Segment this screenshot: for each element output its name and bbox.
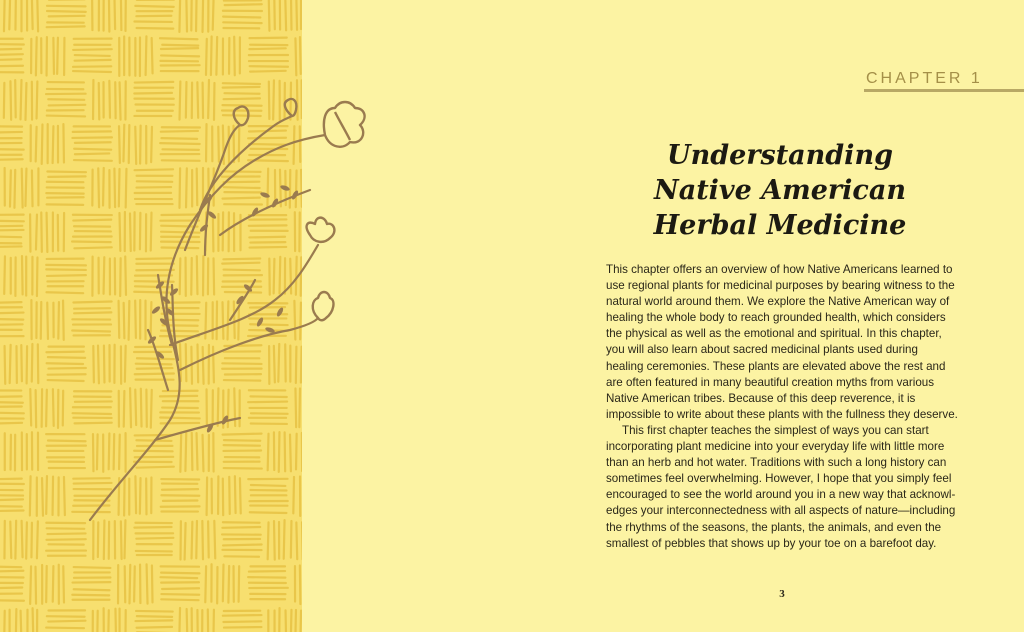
pattern-stroke (0, 246, 22, 247)
pattern-stroke (37, 257, 38, 296)
pattern-stroke (0, 302, 21, 303)
pattern-stroke (4, 83, 5, 118)
pattern-stroke (41, 302, 42, 339)
pattern-stroke (57, 38, 58, 74)
pattern-stroke (25, 83, 26, 120)
lower-branch (155, 418, 240, 440)
pattern-stroke (53, 38, 54, 74)
pattern-stroke (0, 588, 22, 589)
pattern-stroke (14, 170, 15, 208)
pattern-stroke (5, 346, 6, 384)
pattern-stroke (36, 215, 37, 250)
pattern-stroke (4, 256, 5, 294)
pattern-stroke (0, 412, 24, 413)
chapter-title (502, 138, 1024, 243)
pattern-stroke (4, 0, 5, 31)
pattern-stroke (0, 510, 24, 511)
pattern-stroke (0, 49, 21, 50)
pattern-stroke (22, 521, 23, 557)
title-line-1: Understanding (667, 140, 893, 171)
pattern-stroke (10, 170, 11, 206)
pattern-stroke (22, 256, 23, 294)
pattern-stroke (0, 221, 24, 222)
wildflower-stem-illustration (60, 0, 460, 632)
pattern-stroke (0, 230, 24, 231)
pattern-stroke (53, 566, 54, 602)
pattern-stroke (25, 169, 26, 206)
pattern-stroke (47, 213, 48, 252)
pattern-stroke (0, 132, 22, 133)
pattern-stroke (0, 66, 23, 67)
pattern-stroke (0, 402, 23, 403)
pattern-stroke (33, 608, 34, 632)
pattern-stroke (21, 611, 22, 632)
bud-top-right (285, 99, 297, 116)
pattern-stroke (15, 521, 16, 559)
pattern-stroke (32, 170, 33, 206)
flower-top (324, 102, 365, 147)
pattern-stroke (32, 344, 33, 382)
pattern-stroke (0, 59, 21, 60)
pattern-stroke (0, 313, 24, 314)
pattern-stroke (4, 611, 5, 632)
pattern-stroke (0, 236, 21, 237)
body-text (606, 262, 958, 552)
pattern-stroke (9, 0, 10, 29)
pattern-stroke (36, 127, 37, 162)
pattern-stroke (0, 226, 22, 227)
pattern-stroke (30, 389, 31, 425)
pattern-stroke (41, 213, 42, 252)
pattern-stroke (0, 423, 22, 424)
pattern-stroke (26, 522, 27, 558)
chapter-label: CHAPTER 1 (866, 70, 983, 87)
pattern-stroke (0, 396, 22, 397)
pattern-stroke (10, 81, 11, 120)
pattern-stroke (32, 0, 33, 29)
pattern-stroke (0, 159, 23, 160)
bud-top-left (234, 106, 249, 125)
pattern-stroke (16, 609, 17, 632)
pattern-stroke (22, 169, 23, 208)
pattern-stroke (53, 389, 54, 426)
title-line-2: Native American (654, 175, 906, 206)
pattern-stroke (36, 567, 37, 604)
pattern-stroke (21, 345, 22, 381)
title-line-3: Herbal Medicine (653, 210, 907, 241)
pattern-stroke (10, 345, 11, 383)
pattern-stroke (10, 522, 11, 558)
pattern-stroke (46, 390, 47, 426)
pattern-stroke (0, 600, 24, 601)
pattern-stroke (36, 390, 37, 427)
pattern-stroke (0, 566, 21, 567)
flower-mid (307, 218, 335, 242)
pattern-stroke (0, 149, 24, 150)
pattern-stroke (46, 566, 47, 602)
page-number: 3 (779, 588, 785, 600)
pattern-stroke (30, 566, 31, 604)
pattern-stroke (47, 303, 48, 339)
paragraph-2: This first chapter teaches the simplest of ways you can start incorporating plant medicine into your everyday life with little more than an herb and hot water. Traditions with such a long history can sometimes feel overwhelming. However, I hope that you simply feel encouraged to see the world around you in a new way that acknowl-edges your interconnectedness with all aspects of nature—including the rhythms of the seasons, the plants, the animals, and even the smallest of pebbles that shows up by your toe on a barefoot day. (606, 423, 956, 550)
pattern-stroke (21, 80, 22, 119)
pattern-stroke (0, 54, 23, 55)
pattern-stroke (0, 571, 23, 572)
flower-lower (313, 292, 334, 320)
pattern-stroke (0, 499, 23, 500)
pattern-stroke (46, 476, 47, 514)
pattern-stroke (36, 37, 37, 75)
pattern-stroke (0, 319, 23, 320)
pattern-stroke (37, 0, 38, 31)
pattern-stroke (42, 478, 43, 516)
pattern-stroke (30, 476, 31, 515)
pattern-stroke (37, 81, 38, 118)
pattern-stroke (53, 126, 54, 163)
pattern-stroke (42, 125, 43, 164)
pattern-stroke (37, 521, 38, 558)
paragraph-1: This chapter offers an overview of how Native Americans learned to use regional plants for medicinal purposes by bearing witness to the natural world around them. We explore the Native American way of healing the whole body to reach grounded health, which considers the physical as well as the emotional and spiritual. In this chapter, you will also learn about sacred medicinal plants used during healing ceremonies. These plants are elevated above the rest and are often featured in many beautiful creation myths from various Native American tribes. Because of this deep reverence, it is impossible to write about these plants with the fullness they deserve. (606, 263, 958, 421)
pattern-stroke (58, 302, 59, 339)
pattern-stroke (0, 479, 22, 480)
chapter-rule (864, 89, 1024, 92)
pattern-stroke (0, 324, 23, 325)
